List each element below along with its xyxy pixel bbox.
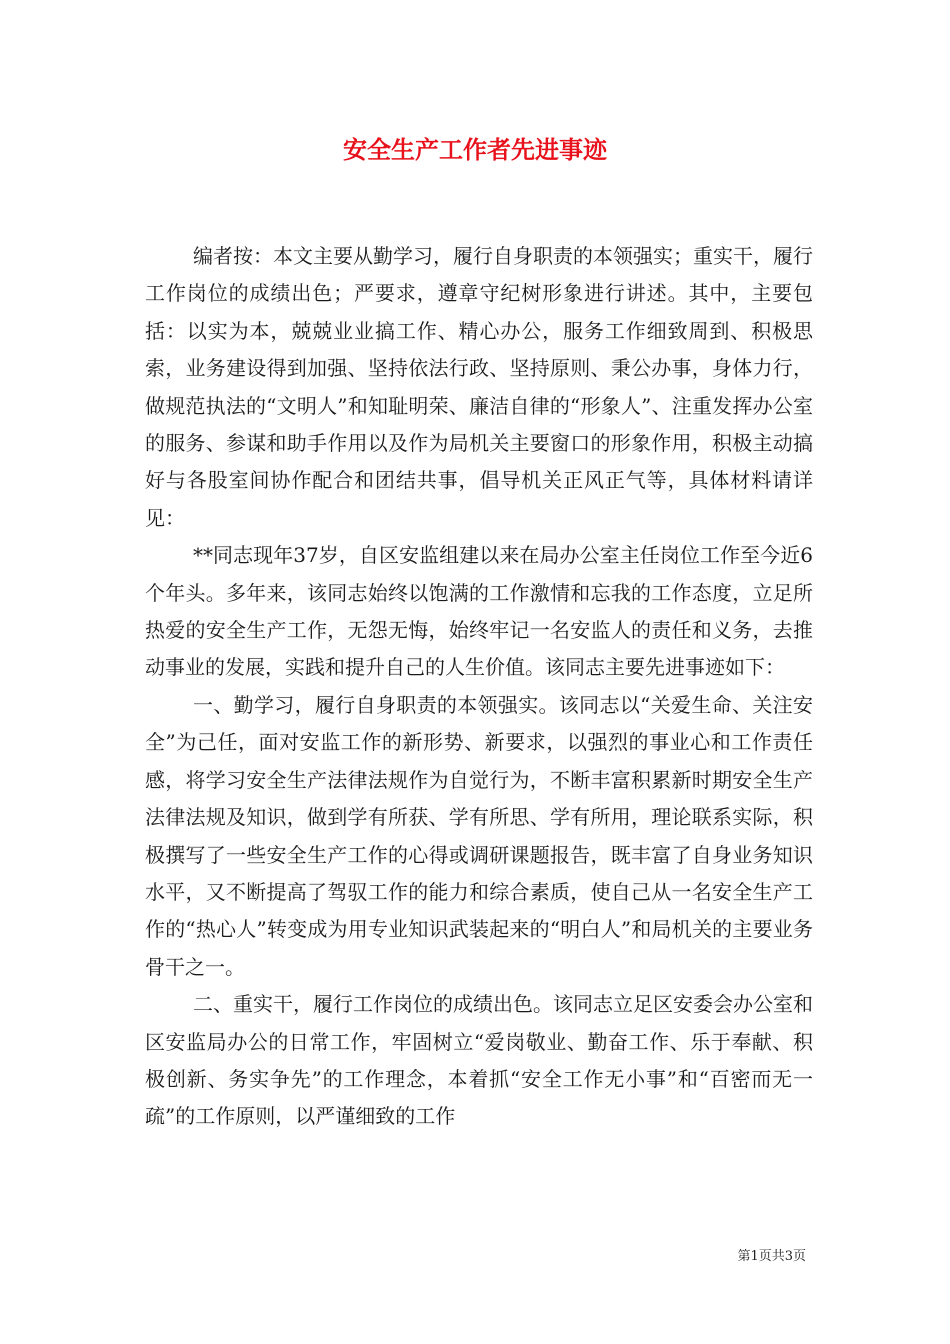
intro-paragraph: **同志现年37岁，自区安监组建以来在局办公室主任岗位工作至今近6个年头。多年来，该同志始终以饱满的工作激情和忘我的工作态度，立足所热爱的安全生产工作，无怨无悔，始终牢记一名安监人的责任和义务，去推动事业的发展，实践和提升自己的人生价值。该同志主要先进事迹如下：	[145, 543, 813, 680]
section-one-paragraph: 一、勤学习，履行自身职责的本领强实。该同志以“关爱生命、关注安全”为己任，面对安监工作的新形势、新要求，以强烈的事业心和工作责任感，将学习安全生产法律法规作为自觉行为，不断丰富积累新时期安全生产法律法规及知识，做到学有所获、学有所思、学有所用，理论联系实际，积极撰写了一些安全生产工作的心得或调研课题报告，既丰富了自身业务知识水平，又不断提高了驾驭工作的能力和综合素质，使自己从一名安全生产工作的“热心人”转变成为用专业知识武装起来的“明白人”和局机关的主要业务骨干之一。	[145, 692, 813, 979]
document-body	[145, 238, 813, 1136]
page-number: 第1页共3页	[737, 1249, 806, 1264]
editor-note-paragraph: 编者按：本文主要从勤学习，履行自身职责的本领强实；重实干，履行工作岗位的成绩出色；严要求，遵章守纪树形象进行讲述。其中，主要包括：以实为本，兢兢业业搞工作、精心办公，服务工作细致周到、积极思索，业务建设得到加强、坚持依法行政、坚持原则、秉公办事，身体力行，做规范执法的“文明人”和知耻明荣、廉洁自律的“形象人”、注重发挥办公室的服务、参谋和助手作用以及作为局机关主要窗口的形象作用，积极主动搞好与各股室间协作配合和团结共事，倡导机关正风正气等，具体材料请详见：	[145, 244, 813, 530]
page-title: 安全生产工作者先进事迹	[343, 135, 607, 164]
section-two-paragraph: 二、重实干，履行工作岗位的成绩出色。该同志立足区安委会办公室和区安监局办公的日常工作，牢固树立“爱岗敬业、勤奋工作、乐于奉献、积极创新、务实争先”的工作理念，本着抓“安全工作无小事”和“百密而无一疏”的工作原则，以严谨细致的工作	[145, 992, 813, 1129]
